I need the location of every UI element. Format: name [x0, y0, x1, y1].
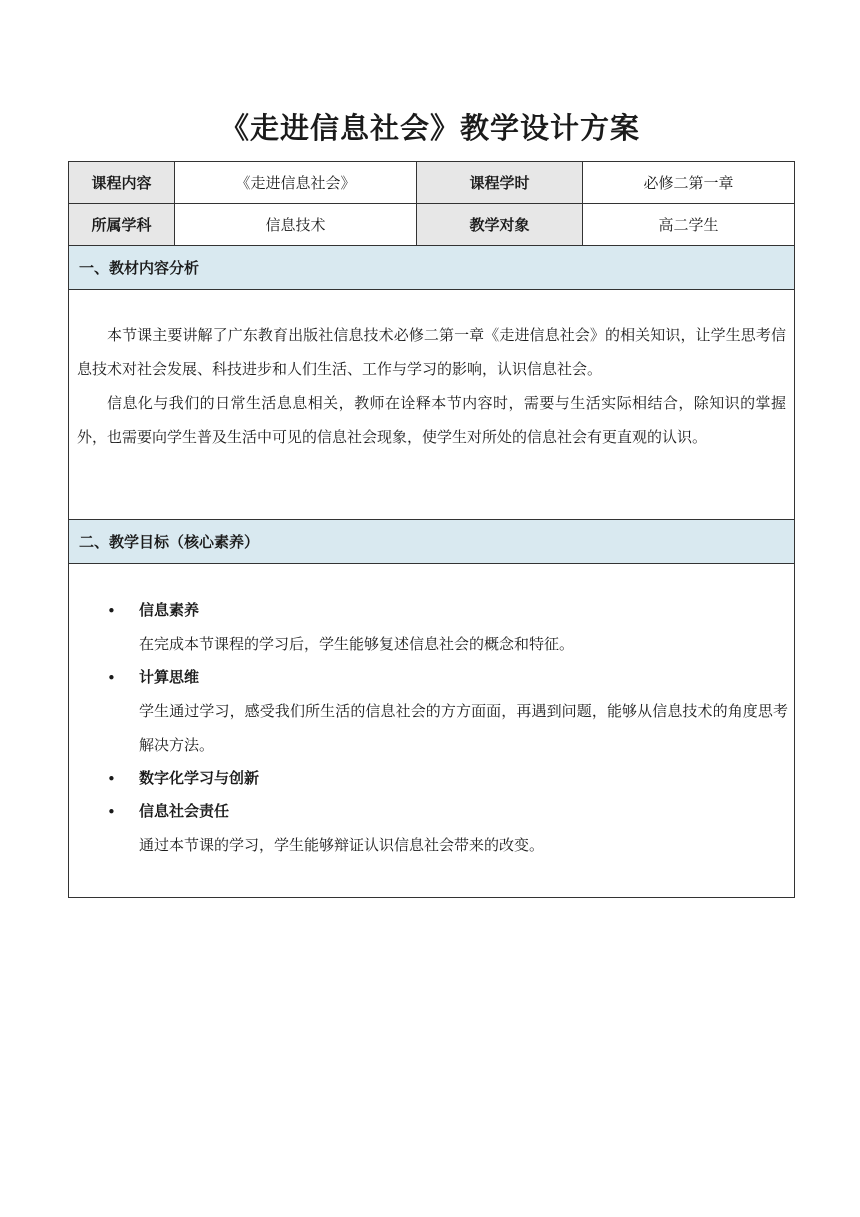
- objective-item: [69, 661, 794, 762]
- section-heading-content-analysis: 一、教材内容分析: [69, 246, 795, 290]
- subject-value: 信息技术: [175, 204, 417, 246]
- content-analysis-body: [69, 290, 795, 520]
- audience-value: 高二学生: [583, 204, 795, 246]
- info-row-1: [69, 162, 795, 204]
- course-content-value: 《走进信息社会》: [175, 162, 417, 204]
- objective-item: [69, 795, 794, 862]
- objective-desc: 通过本节课的学习，学生能够辩证认识信息社会带来的改变。: [139, 836, 545, 854]
- objective-item: [69, 594, 794, 661]
- analysis-paragraph: 本节课主要讲解了广东教育出版社信息技术必修二第一章《走进信息社会》的相关知识，让学生思考信息技术对社会发展、科技进步和人们生活、工作与学习的影响，认识信息社会。: [77, 326, 786, 378]
- bullet-icon: •: [107, 803, 116, 821]
- bullet-icon: •: [107, 770, 116, 788]
- objective-desc: 学生通过学习，感受我们所生活的信息社会的方方面面，再遇到问题，能够从信息技术的角度思考解决方法。: [139, 702, 788, 754]
- objective-item: [69, 762, 794, 795]
- bullet-icon: •: [107, 602, 116, 620]
- course-hours-value: 必修二第一章: [583, 162, 795, 204]
- objective-title: 信息素养: [139, 601, 200, 619]
- audience-label: 教学对象: [417, 204, 583, 246]
- objective-title: 数字化学习与创新: [139, 769, 260, 787]
- objectives-body: [69, 564, 795, 898]
- document-title: 《走进信息社会》教学设计方案: [219, 111, 640, 145]
- objective-desc: 在完成本节课程的学习后，学生能够复述信息社会的概念和特征。: [139, 635, 575, 653]
- info-row-2: [69, 204, 795, 246]
- subject-label: 所属学科: [69, 204, 175, 246]
- bullet-icon: •: [107, 669, 116, 687]
- lesson-plan-table: [68, 161, 795, 898]
- course-content-label: 课程内容: [69, 162, 175, 204]
- objective-title: 信息社会责任: [139, 802, 230, 820]
- analysis-paragraph: 信息化与我们的日常生活息息相关，教师在诠释本节内容时，需要与生活实际相结合，除知识的掌握外，也需要向学生普及生活中可见的信息社会现象，使学生对所处的信息社会有更直观的认识。: [77, 394, 786, 446]
- objective-title: 计算思维: [139, 668, 200, 686]
- section-heading-objectives: 二、教学目标（核心素养）: [69, 520, 795, 564]
- course-hours-label: 课程学时: [417, 162, 583, 204]
